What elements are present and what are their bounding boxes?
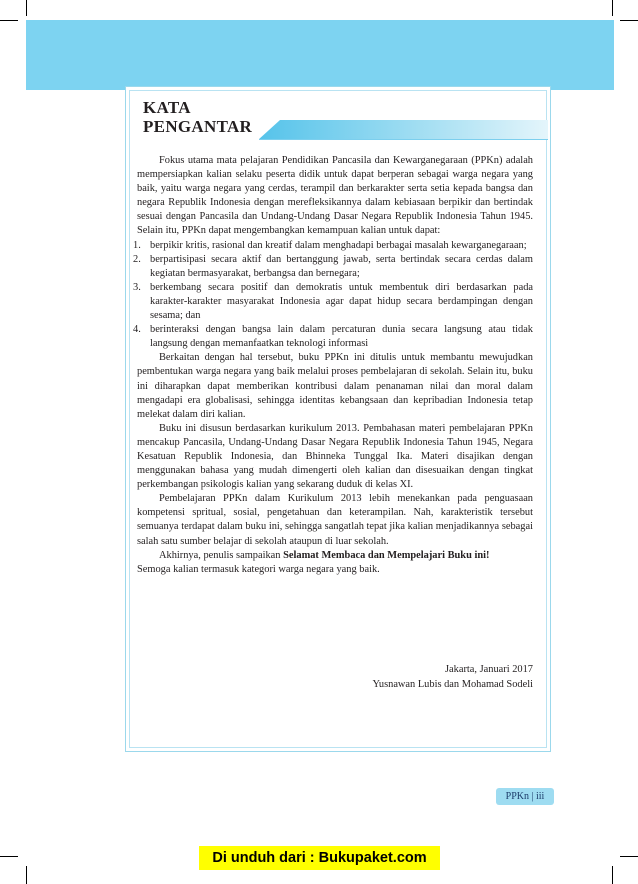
list-text: berpartisipasi secara aktif dan bertanggung jawab, serta bertindak secara cerdas dalam kegiatan bermasyarakat, berbangsa dan bernegara; (150, 253, 533, 279)
closing-emphasis: Selamat Membaca dan Mempelajari Buku ini! (283, 549, 490, 561)
download-source-banner[interactable]: Di unduh dari : Bukupaket.com (199, 846, 440, 870)
list-text: berkembang secara positif dan demokratis untuk membentuk diri berdasarkan pada karakter-karakter masyarakat Indonesia agar dapat hidup secara berdampingan dengan sesama; dan (150, 281, 533, 322)
list-item (133, 323, 533, 351)
list-number: 3. (133, 281, 141, 293)
crop-mark (26, 866, 27, 884)
crop-mark (620, 856, 638, 857)
title-line-1: KATA (143, 98, 191, 117)
paragraph-curriculum: Buku ini disusun berdasarkan kurikulum 2013. Pembahasan materi pembelajaran PPKn mencakup Pancasila, Undang-Undang Dasar Negara Republik Indonesia Tahun 1945, Negara Kesatuan Republik Indonesia, dan Bhinneka Tunggal Ika. Materi disajikan dengan menggunakan bahasa yang mudah dimengerti oleh kalian dan disesuaikan dengan tingkat perkembangan psikologis kalian yang sekarang duduk di kelas XI. (137, 422, 533, 491)
list-item (133, 281, 533, 323)
signature-block (373, 662, 533, 692)
signature-authors: Yusnawan Lubis dan Mohamad Sodeli (372, 679, 533, 690)
list-number: 2. (133, 253, 141, 265)
paragraph-competence: Pembelajaran PPKn dalam Kurikulum 2013 lebih menekankan pada penguasaan kompetensi spritual, sosial, pengetahuan dan keterampilan. Nah, karakteristik tersebut semuanya terdapat dalam buku ini, sehingga sangatlah tepat jika kalian menjadikannya sebagai salah satu sumber belajar di sekolah ataupun di luar sekolah. (137, 493, 533, 547)
crop-mark (0, 856, 18, 857)
list-number: 4. (133, 324, 141, 336)
foreword-body (133, 154, 533, 577)
title-box (137, 92, 259, 140)
signature-place-date: Jakarta, Januari 2017 (444, 664, 533, 675)
closing-prefix: Akhirnya, penulis sampaikan (159, 549, 284, 561)
list-text: berpikir kritis, rasional dan kreatif dalam menghadapi berbagai masalah kewarganegaraan; (150, 239, 527, 251)
list-item (133, 253, 533, 281)
page-title (137, 92, 259, 136)
crop-mark (0, 20, 18, 21)
top-banner (26, 20, 614, 90)
title-line-2: PENGANTAR (143, 117, 253, 136)
paragraph-purpose: Berkaitan dengan hal tersebut, buku PPKn ini ditulis untuk membantu mewujudkan pembentukan warga negara yang baik melalui proses pembelajaran di sekolah. Selain itu, buku ini diharapkan dapat memberikan kontribusi dalam penanaman nilai dan moral dalam mengadapi era globalisasi, sehingga identitas kebangsaan dan kepribadian Indonesia tetap melekat dalam diri kalian. (137, 352, 533, 420)
crop-mark (612, 866, 613, 884)
paragraph-closing (137, 549, 533, 563)
ability-list (133, 239, 533, 352)
paragraph-intro: Fokus utama mata pelajaran Pendidikan Pancasila dan Kewarganegaraan (PPKn) adalah mempersiapkan kalian selaku peserta didik untuk dapat berperan sebagai warga negara yang baik, yaitu warga negara yang cerdas, terampil dan berkarakter serta setia kepada bangsa dan negara Republik Indonesia dengan merefleksikannya dalam kebiasaan berpikir dan bertindak sesuai dengan Pancasila dan Undang-Undang Dasar Negara Republik Indonesia Tahun 1945. Selain itu, PPKn dapat mengembangkan kemampuan kalian untuk dapat: (137, 155, 533, 237)
crop-mark (612, 0, 613, 16)
page-number-badge: PPKn | iii (496, 788, 554, 805)
paragraph-closing-suffix: Semoga kalian termasuk kategori warga negara yang baik. (137, 563, 380, 575)
list-item (133, 239, 533, 253)
crop-mark (620, 20, 638, 21)
crop-mark (26, 0, 27, 16)
list-text: berinteraksi dengan bangsa lain dalam percaturan dunia secara langsung atau tidak langsung dengan memanfaatkan teknologi informasi (150, 324, 533, 350)
list-number: 1. (133, 239, 141, 251)
title-decoration-bar (258, 120, 548, 140)
